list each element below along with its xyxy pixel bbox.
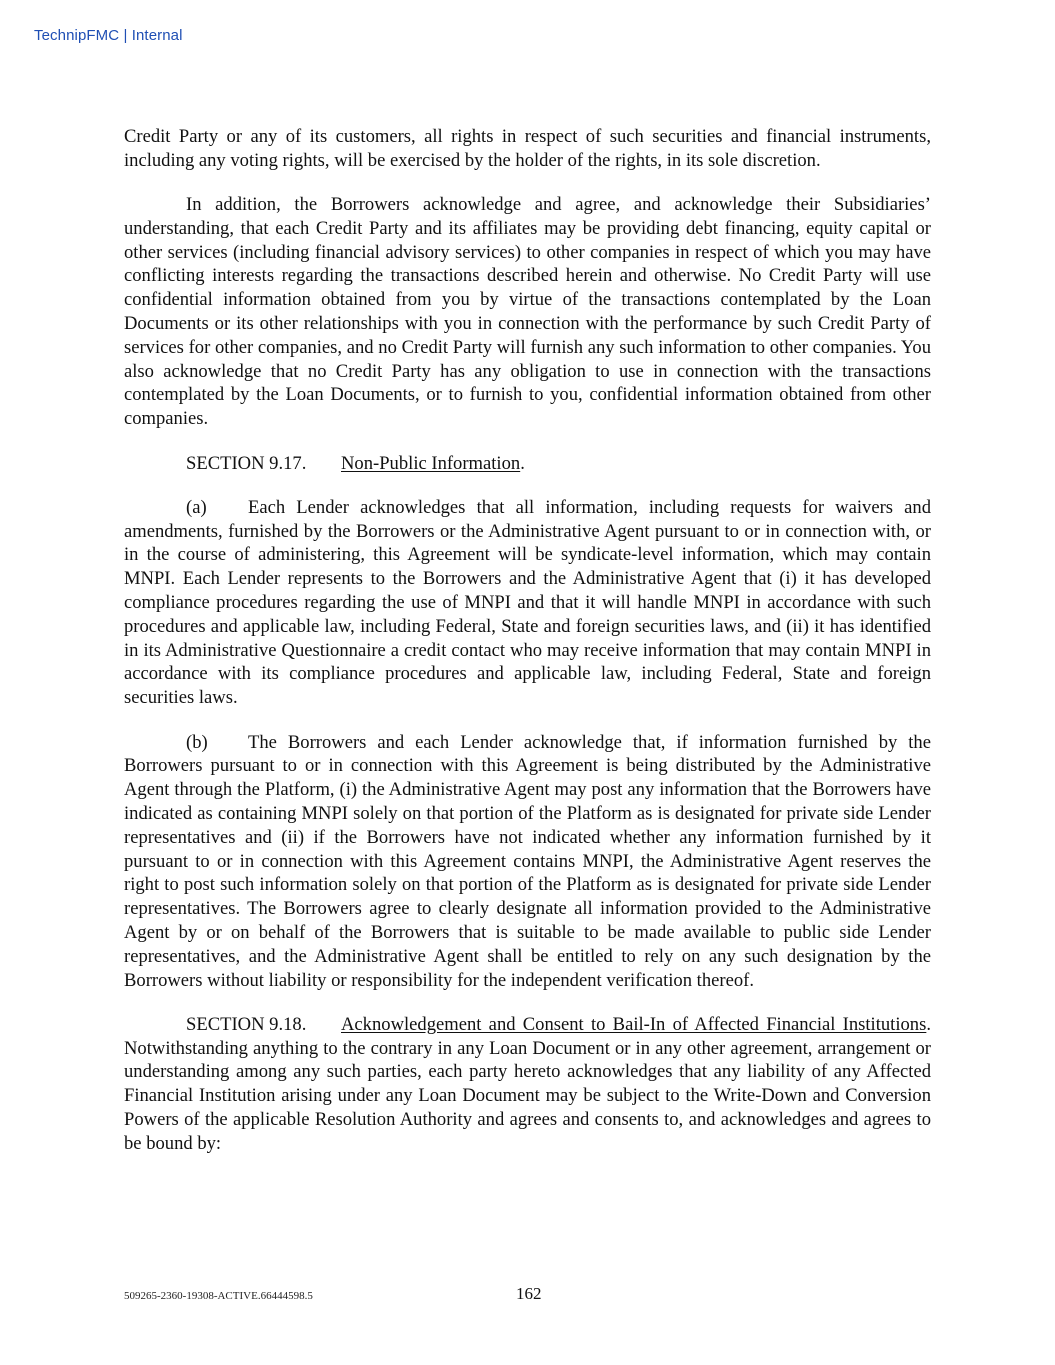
page-number: 162 bbox=[516, 1284, 542, 1303]
paragraph-9-17-a bbox=[124, 496, 931, 710]
section-9-17-heading bbox=[124, 452, 931, 476]
clause-b-label: (b) bbox=[186, 731, 208, 753]
clause-a-label: (a) bbox=[186, 496, 207, 518]
paragraph-credit-party-services: In addition, the Borrowers acknowledge and agree, and acknowledge their Subsidiaries’ understanding, that each Credit Party and its affiliates may be providing debt financing, equity capital or other services (including financial advisory services) to other companies in respect of which you may have conflicting interests regarding the transactions described herein and otherwise. No Credit Party will use confidential information obtained from you by virtue of the transactions contemplated by the Loan Documents or its other relationships with you in connection with the performance by such Credit Party of services for other companies, and no Credit Party will furnish any such information to other companies. You also acknowledge that no Credit Party has any obligation to use in connection with the transactions contemplated by the Loan Documents, or to furnish to you, confidential information obtained from other companies. bbox=[124, 194, 931, 430]
paragraph-section-9-18 bbox=[124, 1013, 931, 1156]
clause-a-text: Each Lender acknowledges that all information, including requests for waivers and amendments, furnished by the Borrowers or the Administrative Agent pursuant to or in connection with, or in the course of administering, this Agreement will be syndicate-level information, which may contain MNPI. Each Lender represents to the Borrowers and the Administrative Agent that (i) it has developed compliance procedures regarding the use of MNPI and that it will handle MNPI in accordance with such procedures and applicable law, including Federal, State and foreign securities laws, and (ii) it has identified in its Administrative Questionnaire a credit contact who may receive information that may contain MNPI in accordance with its compliance procedures and applicable law, including Federal, State and foreign securities laws. bbox=[124, 496, 931, 709]
clause-b-text: The Borrowers and each Lender acknowledge that, if information furnished by the Borrowers pursuant to or in connection with this Agreement is being distributed by the Administrative Agent through the Platform, (i) the Administrative Agent may post any information that the Borrowers have indicated as containing MNPI solely on that portion of the Platform as is designated for private side Lender representatives and (ii) if the Borrowers have not indicated whether any information furnished by it pursuant to or in connection with this Agreement contains MNPI, the Administrative Agent reserves the right to post such information solely on that portion of the Platform as is designated for private side Lender representatives. The Borrowers agree to clearly designate all information provided to the Administrative Agent by or on behalf of the Borrowers that is suitable to be made available to public side Lender representatives, and the Administrative Agent shall be entitled to rely on any such designation by the Borrowers without liability or responsibility for the independent verification thereof. bbox=[124, 731, 931, 991]
document-body bbox=[124, 125, 931, 1176]
paragraph-continuation: Credit Party or any of its customers, all rights in respect of such securities and financial instruments, including any voting rights, will be exercised by the holder of the rights, in its sole discretion. bbox=[124, 126, 931, 171]
classification-label: TechnipFMC | Internal bbox=[34, 27, 183, 44]
section-9-18-number: SECTION 9.18. bbox=[186, 1013, 307, 1035]
section-9-18-text: . Notwithstanding anything to the contrary in any Loan Document or in any other agreement, arrangement or understanding among any such parties, each party hereto acknowledges that any liability of any Affected Financial Institution arising under any Loan Document may be subject to the Write-Down and Conversion Powers of the applicable Resolution Authority and agrees and consents to, and acknowledges and agrees to be bound by: bbox=[124, 1013, 931, 1154]
paragraph-9-17-b bbox=[124, 731, 931, 993]
section-9-18-title: Acknowledgement and Consent to Bail-In of Affected Financial Institutions bbox=[341, 1013, 927, 1035]
footer-document-id: 509265-2360-19308-ACTIVE.66444598.5 bbox=[124, 1290, 313, 1302]
section-9-17-title: Non-Public Information bbox=[341, 452, 521, 474]
section-9-17-period: . bbox=[520, 452, 525, 474]
section-9-17-number: SECTION 9.17. bbox=[186, 452, 307, 474]
